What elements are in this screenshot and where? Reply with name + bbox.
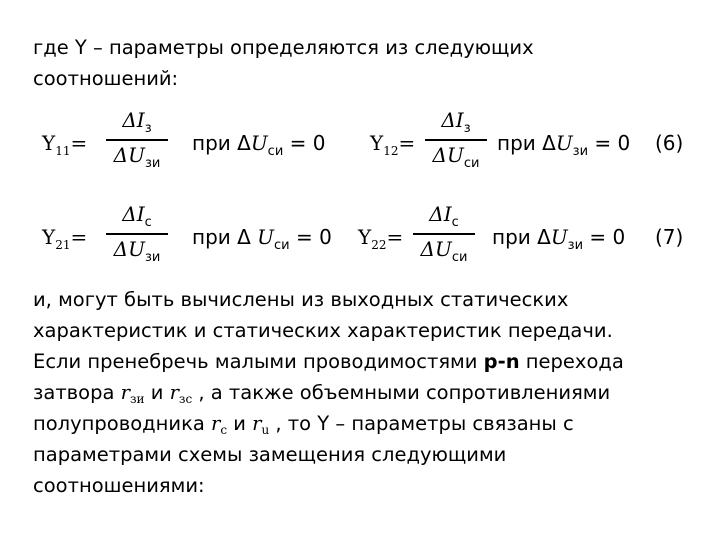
condition-y21: при Δ $U_{си} = 0$ <box>192 225 332 253</box>
lhs-y21: $Y_{21}=$ <box>42 225 88 252</box>
condition-y12: при $\Delta U_{зи} = 0$ <box>497 131 631 159</box>
symbol-r-c: $r_c$ <box>211 412 228 437</box>
paragraph-line-2: характеристик и статических характеристик передачи. <box>33 319 613 342</box>
equation-number-6: (6) <box>655 131 684 155</box>
condition-y22: при $\Delta U_{зи} = 0$ <box>492 225 626 253</box>
paragraph-line-3: Если пренебречь малыми проводимостями p-n перехода <box>33 350 624 373</box>
condition-y11: при $\Delta U_{си} = 0$ <box>192 131 326 159</box>
symbol-r-u: $r_u$ <box>252 412 270 437</box>
paragraph-line-7: соотношениями: <box>33 474 205 497</box>
paragraph-line-1: и, могут быть вычислены из выходных статических <box>33 288 569 311</box>
fraction-y22: $\Delta I_c$ $\Delta U_{си}$ <box>413 202 475 265</box>
lhs-y12: $Y_{12}=$ <box>370 131 416 158</box>
paragraph-line-5: полупроводника $r_c$ и $r_u$ , то Y – параметры связаны с <box>33 412 574 437</box>
fraction-y11: $\Delta I_з$ $\Delta U_{зи}$ <box>106 108 168 171</box>
pn-junction-term: p-n <box>483 350 520 373</box>
symbol-r-zs: $r_{зс}$ <box>169 381 193 406</box>
intro-line-2: соотношений: <box>33 67 179 90</box>
fraction-y21: $\Delta I_c$ $\Delta U_{зи}$ <box>106 202 168 265</box>
equation-number-7: (7) <box>655 225 684 249</box>
lhs-y11: $Y_{11}=$ <box>42 131 88 158</box>
intro-line-1: где Y – параметры определяются из следующих <box>33 36 534 59</box>
lhs-y22: $Y_{22}=$ <box>358 225 404 252</box>
paragraph-line-4: затвора $r_{зи}$ и $r_{зс}$ , а также объемными сопротивлениями <box>33 381 611 406</box>
fraction-y12: $\Delta I_з$ $\Delta U_{си}$ <box>425 108 487 171</box>
paragraph-line-6: параметрами схемы замещения следующими <box>33 443 507 466</box>
symbol-r-zi: $r_{зи}$ <box>120 381 145 406</box>
